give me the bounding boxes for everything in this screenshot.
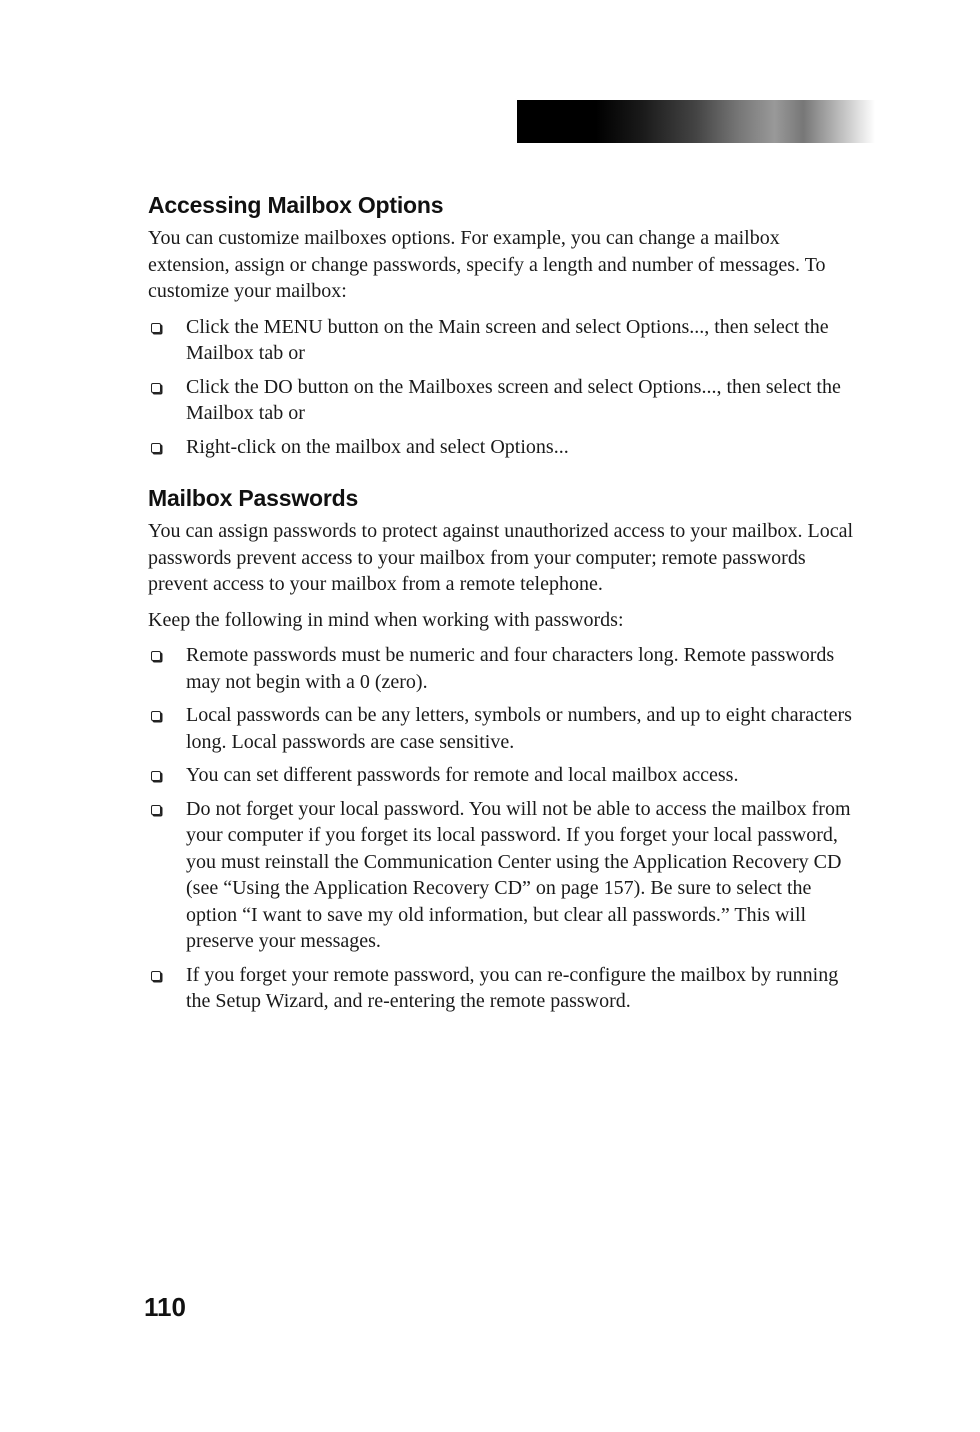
list-item <box>148 314 860 367</box>
section-heading-mailbox-passwords: Mailbox Passwords <box>148 485 359 511</box>
list-item-text: Click the MENU button on the Main screen and select Options..., then select the Mailbox tab or <box>186 315 829 364</box>
section-intro: You can assign passwords to protect against unauthorized access to your mailbox. Local passwords prevent access to your mailbox from your computer; remote passwords prevent access to your mailbox from a remote telephone. <box>148 520 854 595</box>
list-item-text: Do not forget your local password. You will not be able to access the mailbox from your computer if you forget its local password. If you forget your local password, you must reinstall the Communication Center using the Application Recovery CD (see “Using the Application Recovery CD” on page 157). Be sure to select the option “I want to save my old information, but clear all passwords.” This will preserve your messages. <box>186 797 851 952</box>
checkbox-bullet-icon <box>151 383 161 393</box>
checkbox-bullet-icon <box>151 805 161 815</box>
list-item-text: If you forget your remote password, you can re-configure the mailbox by running the Setup Wizard, and re-entering the remote password. <box>186 963 839 1012</box>
list-item-text: Local passwords can be any letters, symbols or numbers, and up to eight characters long. Local passwords are case sensitive. <box>186 704 852 753</box>
list-item <box>148 374 860 427</box>
page-content <box>148 192 860 1022</box>
list-item <box>148 962 860 1015</box>
list-item <box>148 796 860 955</box>
section-intro: You can customize mailboxes options. For example, you can change a mailbox extension, assign or change passwords, specify a length and number of messages. To customize your mailbox: <box>148 227 826 302</box>
section-heading-accessing-mailbox-options: Accessing Mailbox Options <box>148 192 444 218</box>
passwords-list <box>148 642 860 1015</box>
checkbox-bullet-icon <box>151 971 161 981</box>
checkbox-bullet-icon <box>151 443 161 453</box>
list-item <box>148 762 860 789</box>
header-decorative-bar <box>517 100 875 143</box>
list-item-text: You can set different passwords for remote and local mailbox access. <box>186 764 739 786</box>
list-item-text: Click the DO button on the Mailboxes screen and select Options..., then select the Mailbox tab or <box>186 375 841 424</box>
list-item <box>148 642 860 695</box>
section-lead: Keep the following in mind when working with passwords: <box>148 608 624 631</box>
list-item <box>148 702 860 755</box>
checkbox-bullet-icon <box>151 771 161 781</box>
checkbox-bullet-icon <box>151 651 161 661</box>
list-item-text: Right-click on the mailbox and select Options... <box>186 435 569 458</box>
page-number: 110 <box>144 1292 186 1322</box>
list-item <box>148 434 860 461</box>
options-list <box>148 314 860 461</box>
checkbox-bullet-icon <box>151 323 161 333</box>
list-item-text: Remote passwords must be numeric and four characters long. Remote passwords may not begin with a 0 (zero). <box>186 644 835 693</box>
checkbox-bullet-icon <box>151 711 161 721</box>
